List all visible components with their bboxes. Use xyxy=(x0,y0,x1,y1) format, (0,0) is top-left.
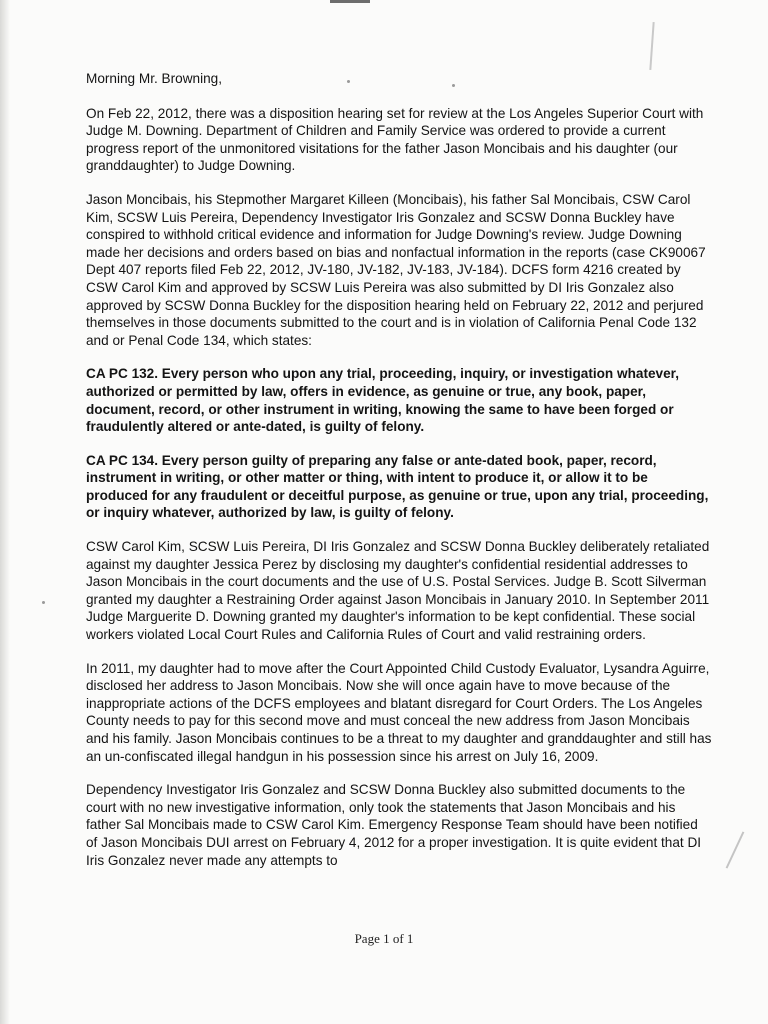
pen-mark xyxy=(649,22,654,70)
letter-paragraph: Jason Moncibais, his Stepmother Margaret Killeen (Moncibais), his father Sal Moncibais, CSW Carol Kim, SCSW Luis Pereira, Dependency Investigator Iris Gonzalez and SCSW Donna Buckley have conspired to withhold critical evidence and information for Judge Downing's review. Judge Downing made her decisions and orders based on bias and nonfactual information in the reports (case CK90067 Dept 407 reports filed Feb 22, 2012, JV-180, JV-182, JV-183, JV-184). DCFS form 4216 created by CSW Carol Kim and approved by SCSW Luis Pereira was also submitted by DI Iris Gonzalez also approved by SCSW Donna Buckley for the disposition hearing held on February 22, 2012 and perjured themselves in those documents submitted to the court and is in violation of California Penal Code 132 and or Penal Code 134, which states: xyxy=(86,191,706,348)
scan-edge-shadow xyxy=(0,0,10,1024)
penal-code-134-quote: CA PC 134. Every person guilty of preparing any false or ante-dated book, paper, record, instrument in writing, or other matter or thing, with intent to produce it, or allow it to be produced for any fraudulent or deceitful purpose, as genuine or true, upon any trial, proceeding, or inquiry whatever, authorized by law, is guilty of felony. xyxy=(86,452,709,521)
pen-mark xyxy=(726,831,745,868)
letter-greeting: Morning Mr. Browning, xyxy=(86,71,222,86)
letter-paragraph: Dependency Investigator Iris Gonzalez and SCSW Donna Buckley also submitted documents to the court with no new investigative information, only took the statements that Jason Moncibais and his father Sal Moncibais made to CSW Carol Kim. Emergency Response Team should have been notified of Jason Moncibais DUI arrest on February 4, 2012 for a proper investigation. It is quite evident that DI Iris Gonzalez never made any attempts to xyxy=(86,782,702,868)
page-number: Page 1 of 1 xyxy=(354,931,414,946)
scan-top-mark xyxy=(330,0,370,3)
letter-body xyxy=(86,70,712,885)
letter-paragraph: In 2011, my daughter had to move after the Court Appointed Child Custody Evaluator, Lysandra Aguirre, disclosed her address to Jason Moncibais. Now she will once again have to move because of the inappropriate actions of the DCFS employees and blatant disregard for Court Orders. The Los Angeles County needs to pay for this second move and must conceal the new address from Jason Moncibais and his family. Jason Moncibais continues to be a threat to my daughter and granddaughter and still has an un-confiscated illegal handgun in his possession since his arrest on July 16, 2009. xyxy=(86,660,712,764)
penal-code-132-quote: CA PC 132. Every person who upon any trial, proceeding, inquiry, or investigation whatever, authorized or permitted by law, offers in evidence, as genuine or true, any book, paper, document, record, or other instrument in writing, knowing the same to have been forged or fraudulently altered or ante-dated, is guilty of felony. xyxy=(86,366,679,435)
letter-paragraph: CSW Carol Kim, SCSW Luis Pereira, DI Iris Gonzalez and SCSW Donna Buckley deliberately retaliated against my daughter Jessica Perez by disclosing my daughter's confidential residential addresses to Jason Moncibais in the court documents and the use of U.S. Postal Services. Judge B. Scott Silverman granted my daughter a Restraining Order against Jason Moncibais in January 2010. In September 2011 Judge Marguerite D. Downing granted my daughter's information to be kept confidential. These social workers violated Local Court Rules and California Rules of Court and valid restraining orders. xyxy=(86,539,710,643)
letter-paragraph: On Feb 22, 2012, there was a disposition hearing set for review at the Los Angeles Superior Court with Judge M. Downing. Department of Children and Family Service was ordered to provide a current progress report of the unmonitored visitations for the father Jason Moncibais and his daughter (our granddaughter) to Judge Downing. xyxy=(86,105,704,174)
scan-speck xyxy=(42,601,45,604)
